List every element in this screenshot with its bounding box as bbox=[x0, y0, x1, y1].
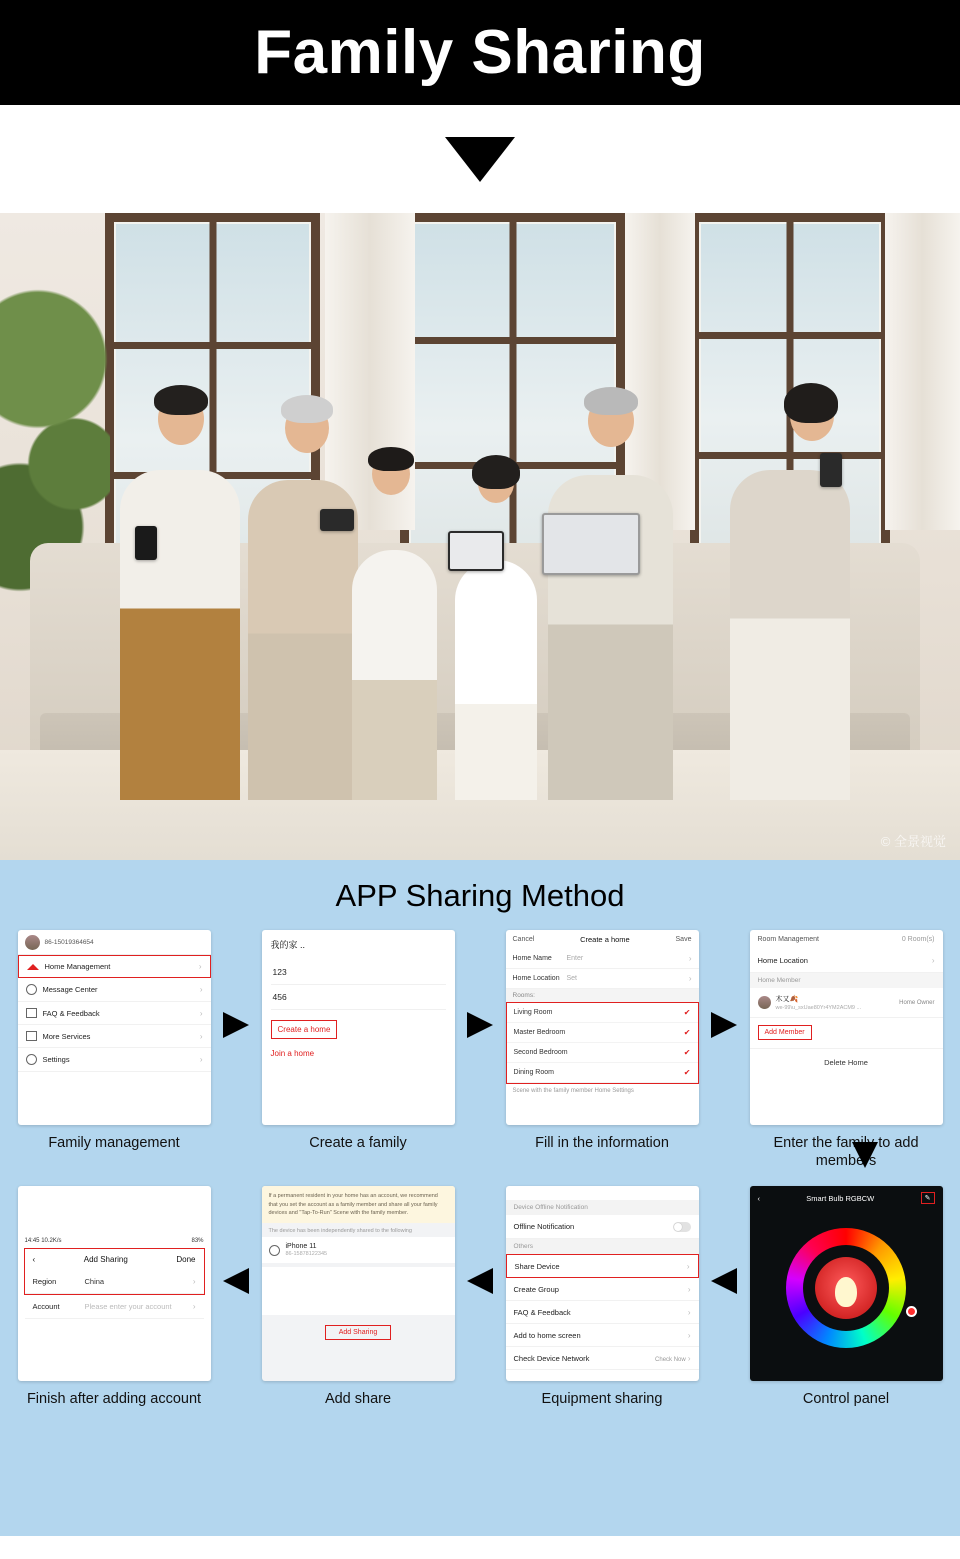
home-member-header: Home Member bbox=[750, 973, 943, 988]
chevron-right-icon: › bbox=[199, 985, 203, 994]
row-label: FAQ & Feedback bbox=[513, 1307, 571, 1317]
status-time: 14:45 bbox=[24, 1238, 40, 1245]
page-title: Add Sharing bbox=[83, 1255, 128, 1265]
arrow-right-icon bbox=[467, 1012, 493, 1038]
phone-screen-create-home-form[interactable] bbox=[506, 930, 699, 1125]
color-wheel-handle[interactable] bbox=[906, 1306, 917, 1317]
device-icon bbox=[269, 1245, 280, 1256]
chevron-right-icon: › bbox=[687, 1353, 691, 1363]
sidebar-item-label: FAQ & Feedback bbox=[42, 1008, 100, 1018]
share-subtitle: The device has been independently shared to the following bbox=[268, 1228, 412, 1234]
chevron-right-icon: › bbox=[198, 962, 202, 971]
join-home-button[interactable]: Join a home bbox=[270, 1049, 315, 1058]
device-account: 86-15878122345 bbox=[285, 1251, 328, 1257]
step-caption: Add share bbox=[324, 1391, 392, 1408]
laptop-icon bbox=[542, 513, 640, 575]
home-location-field[interactable] bbox=[506, 969, 699, 989]
add-to-home-screen-row[interactable] bbox=[506, 1324, 699, 1347]
room-management-header bbox=[750, 930, 943, 949]
app-sharing-section bbox=[0, 860, 960, 1536]
sidebar-item-faq-feedback[interactable] bbox=[18, 1002, 211, 1025]
rooms-list bbox=[506, 1002, 699, 1084]
field-value: Set bbox=[566, 975, 578, 982]
person-mother-hair bbox=[784, 383, 838, 423]
region-field[interactable] bbox=[25, 1270, 204, 1294]
room-label: Dining Room bbox=[513, 1069, 554, 1076]
step-caption: Finish after adding account bbox=[26, 1391, 202, 1408]
sidebar-item-label: Settings bbox=[42, 1055, 70, 1064]
step-caption: Create a family bbox=[309, 1135, 407, 1151]
device-name: iPhone 11 bbox=[285, 1243, 317, 1250]
phone-screen-add-share[interactable] bbox=[262, 1186, 455, 1381]
arrow-down-icon bbox=[852, 1142, 878, 1168]
room-label: Living Room bbox=[513, 1009, 553, 1016]
rooms-section-header: Rooms: bbox=[506, 989, 699, 1002]
person-mother bbox=[730, 470, 850, 800]
sidebar-item-label: Message Center bbox=[42, 985, 98, 994]
chevron-right-icon: › bbox=[688, 974, 692, 983]
phone-screen-add-sharing-form[interactable] bbox=[18, 1186, 211, 1381]
row-label: Add to home screen bbox=[513, 1330, 581, 1340]
share-notice: If a permanent resident in your home has an account, we recommend that you set the account as a family member and share all your family devices and "Tap-To-Run" Scene with the family member. bbox=[262, 1186, 455, 1223]
member-sub: we-99\u_sxUae80Yr4YM2ACM9 ... bbox=[775, 1005, 862, 1011]
navbar bbox=[25, 1249, 204, 1270]
person-boy-hair bbox=[368, 447, 414, 471]
create-group-row[interactable] bbox=[506, 1278, 699, 1301]
arrow-left-icon bbox=[711, 1268, 737, 1294]
row-label: Home Location bbox=[757, 956, 808, 965]
chevron-right-icon: › bbox=[199, 1055, 203, 1064]
create-home-button[interactable]: Create a home bbox=[271, 1020, 338, 1039]
chevron-down-icon bbox=[445, 137, 515, 182]
arrow-down-connector bbox=[852, 1142, 882, 1176]
smartphone-icon bbox=[135, 526, 157, 560]
step-control-panel bbox=[746, 1186, 946, 1408]
form-title: Create a home bbox=[580, 935, 630, 944]
photo-watermark: © 全景视觉 bbox=[880, 834, 946, 849]
person-girl-hair bbox=[472, 455, 520, 489]
status-bar bbox=[18, 1234, 211, 1248]
room-label: Master Bedroom bbox=[513, 1029, 566, 1036]
arrow-right-icon bbox=[711, 1012, 737, 1038]
account-header[interactable] bbox=[18, 930, 211, 955]
home-list-item[interactable]: 123 bbox=[271, 960, 446, 985]
chevron-right-icon: › bbox=[687, 1284, 691, 1294]
person-grandmother-hair bbox=[281, 395, 333, 423]
row-label: Offline Notification bbox=[513, 1222, 575, 1232]
chevron-right-icon: › bbox=[688, 954, 692, 963]
add-sharing-frame bbox=[24, 1248, 205, 1295]
sidebar-item-message-center[interactable] bbox=[18, 978, 211, 1002]
chevron-right-icon: › bbox=[199, 1008, 203, 1018]
arrow-right-icon bbox=[223, 1012, 249, 1038]
person-grandfather-hair bbox=[584, 387, 638, 415]
step-caption: Family management bbox=[48, 1135, 180, 1151]
phone-screen-device-settings[interactable] bbox=[506, 1186, 699, 1381]
message-icon bbox=[26, 984, 37, 995]
form-note: Scene with the family member Home Settings bbox=[512, 1088, 634, 1094]
back-button[interactable]: ‹ bbox=[757, 1193, 760, 1203]
offline-notification-toggle[interactable] bbox=[673, 1222, 691, 1232]
sidebar-item-label: More Services bbox=[42, 1031, 91, 1041]
home-list-item[interactable]: 456 bbox=[271, 985, 446, 1010]
check-icon: ✔ bbox=[683, 1048, 691, 1057]
offline-section-header: Device Offline Notification bbox=[506, 1200, 699, 1215]
room-row[interactable] bbox=[507, 1023, 698, 1043]
edit-icon[interactable]: ✎ bbox=[921, 1192, 935, 1204]
step-caption: Equipment sharing bbox=[541, 1391, 663, 1408]
cancel-button[interactable]: Cancel bbox=[512, 936, 535, 943]
field-label: Home Location bbox=[512, 975, 560, 982]
chevron-right-icon: › bbox=[192, 1277, 196, 1287]
page-banner bbox=[0, 0, 960, 105]
field-label: Home Name bbox=[512, 955, 552, 962]
field-value: China bbox=[84, 1277, 105, 1287]
account-field[interactable] bbox=[25, 1295, 204, 1319]
offline-notification-row[interactable] bbox=[506, 1215, 699, 1239]
smartphone-icon bbox=[820, 453, 842, 487]
field-label: Region bbox=[32, 1277, 57, 1287]
home-icon bbox=[27, 964, 39, 970]
device-title: Smart Bulb RGBCW bbox=[806, 1193, 875, 1203]
sidebar-item-more-services[interactable] bbox=[18, 1025, 211, 1048]
field-label: Account bbox=[32, 1302, 60, 1312]
field-value: Enter bbox=[566, 955, 584, 962]
status-speed: 10.2K/s bbox=[41, 1238, 62, 1245]
sidebar-item-settings[interactable] bbox=[18, 1048, 211, 1072]
status-battery: 83% bbox=[191, 1238, 204, 1245]
down-arrow-strip bbox=[0, 105, 960, 213]
row-label: Check Device Network bbox=[513, 1353, 590, 1363]
chevron-right-icon: › bbox=[931, 956, 935, 965]
sidebar-item-label: Home Management bbox=[44, 962, 111, 971]
add-member-button[interactable]: Add Member bbox=[758, 1025, 812, 1040]
faq-feedback-row[interactable] bbox=[506, 1301, 699, 1324]
app-sharing-title: APP Sharing Method bbox=[335, 878, 625, 913]
home-name-field[interactable] bbox=[506, 949, 699, 969]
tablet-icon bbox=[448, 531, 504, 571]
room-label: Second Bedroom bbox=[513, 1049, 568, 1056]
check-now-label: Check Now bbox=[655, 1356, 686, 1363]
share-device-row[interactable] bbox=[506, 1254, 699, 1278]
step-caption: Fill in the information bbox=[535, 1135, 669, 1151]
faq-icon bbox=[26, 1008, 37, 1018]
row-label: Create Group bbox=[513, 1284, 559, 1294]
person-boy bbox=[352, 550, 437, 800]
phone-screen-control-panel[interactable] bbox=[750, 1186, 943, 1381]
save-button[interactable]: Save bbox=[675, 936, 692, 943]
steps-row-1 bbox=[0, 930, 960, 1170]
sidebar-item-home-management[interactable] bbox=[18, 955, 211, 978]
arrow-left-icon bbox=[467, 1268, 493, 1294]
add-sharing-button[interactable]: Add Sharing bbox=[325, 1325, 391, 1340]
person-father bbox=[120, 470, 240, 800]
room-row[interactable] bbox=[507, 1043, 698, 1063]
step-family-management bbox=[14, 930, 214, 1152]
chevron-right-icon: › bbox=[192, 1302, 196, 1312]
chevron-right-icon: › bbox=[686, 1261, 690, 1271]
room-row[interactable] bbox=[507, 1003, 698, 1023]
avatar bbox=[25, 935, 40, 950]
phone-screen-create-family[interactable] bbox=[262, 930, 455, 1125]
row-label: Share Device bbox=[514, 1261, 560, 1271]
room-count: 0 Room(s) bbox=[901, 936, 935, 943]
control-panel-header bbox=[750, 1186, 943, 1210]
bookmark-icon bbox=[26, 1031, 37, 1041]
steps-row-2 bbox=[0, 1186, 960, 1408]
chevron-right-icon: › bbox=[687, 1307, 691, 1317]
step-fill-information bbox=[502, 930, 702, 1152]
bulb-icon bbox=[815, 1257, 877, 1319]
phone-screen-room-management[interactable] bbox=[750, 930, 943, 1125]
check-icon: ✔ bbox=[683, 1008, 691, 1017]
member-role: Home Owner bbox=[899, 999, 935, 1006]
gear-icon bbox=[26, 1054, 37, 1065]
home-location-row[interactable] bbox=[750, 949, 943, 973]
room-row[interactable] bbox=[507, 1063, 698, 1083]
step-finish-account bbox=[14, 1186, 214, 1408]
arrow-left-icon bbox=[223, 1268, 249, 1294]
avatar bbox=[758, 996, 771, 1009]
person-father-hair bbox=[154, 385, 208, 415]
step-create-family bbox=[258, 930, 458, 1152]
smartphone-icon bbox=[320, 509, 354, 531]
step-equipment-sharing bbox=[502, 1186, 702, 1408]
phone-screen-family-management[interactable] bbox=[18, 930, 211, 1125]
others-section-header: Others bbox=[506, 1239, 699, 1254]
step-caption: Enter the family to add members bbox=[773, 1135, 919, 1170]
member-name: 木又🍂 bbox=[775, 996, 799, 1003]
color-wheel-area[interactable] bbox=[750, 1210, 943, 1365]
shared-device-row[interactable] bbox=[262, 1237, 455, 1263]
page-title: Family Sharing bbox=[254, 18, 706, 87]
family-photo bbox=[0, 213, 960, 860]
empty-panel bbox=[262, 1267, 455, 1315]
member-row[interactable] bbox=[750, 988, 943, 1018]
step-add-share bbox=[258, 1186, 458, 1408]
check-icon: ✔ bbox=[683, 1028, 691, 1037]
chevron-right-icon: › bbox=[199, 1031, 203, 1041]
check-device-network-row[interactable] bbox=[506, 1347, 699, 1370]
check-icon: ✔ bbox=[683, 1068, 691, 1077]
back-button[interactable]: ‹ bbox=[32, 1255, 36, 1265]
account-phone: 86-15019364654 bbox=[44, 939, 94, 946]
curtain bbox=[885, 213, 960, 530]
done-button[interactable]: Done bbox=[176, 1255, 196, 1265]
person-girl bbox=[455, 560, 537, 800]
chevron-right-icon: › bbox=[687, 1330, 691, 1340]
form-topbar bbox=[506, 930, 699, 949]
delete-home-button[interactable]: Delete Home bbox=[750, 1048, 943, 1076]
step-add-members bbox=[746, 930, 946, 1170]
step-caption: Control panel bbox=[802, 1391, 890, 1408]
home-name-title: 我的家 .. bbox=[270, 940, 306, 950]
account-input[interactable]: Please enter your account bbox=[84, 1302, 172, 1312]
page-title: Room Management bbox=[757, 936, 819, 943]
